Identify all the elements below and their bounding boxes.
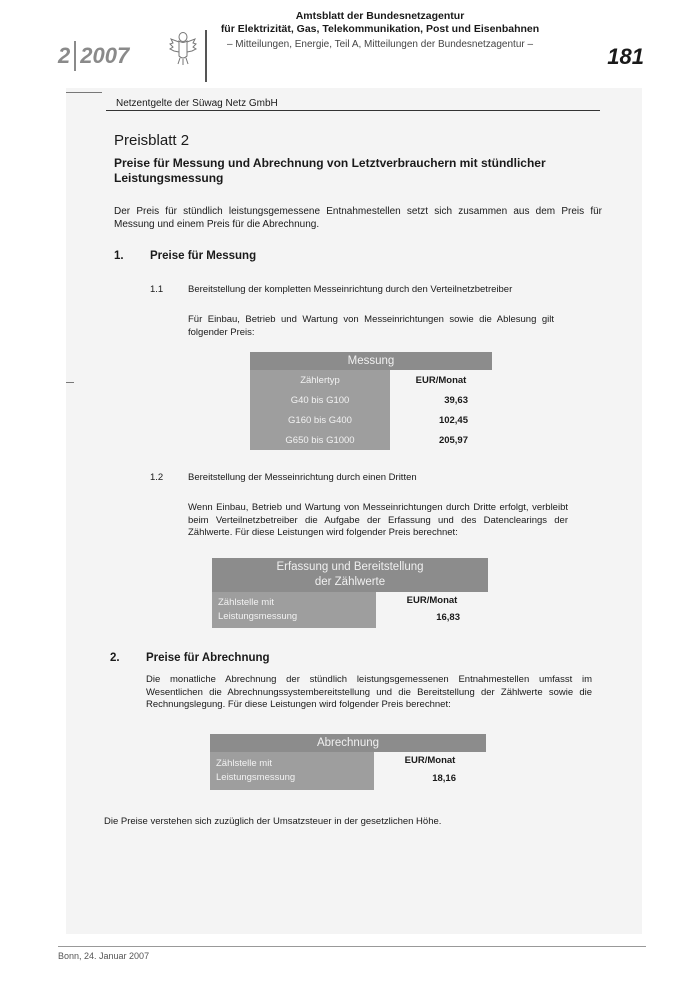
subsection-number: 1.2 bbox=[150, 472, 164, 483]
section-title: Preise für Abrechnung bbox=[146, 652, 270, 664]
table-column-label: Zählertyp bbox=[250, 370, 390, 390]
footer-date: Bonn, 24. Januar 2007 bbox=[58, 951, 150, 961]
table-heading-line1: Erfassung und Bereitstellung bbox=[276, 561, 424, 573]
subheader-rule bbox=[106, 110, 600, 111]
price-table-erfassung bbox=[212, 558, 488, 628]
row-value: 18,16 bbox=[432, 773, 456, 784]
document-heading: Preise für Messung und Abrechnung von Letztverbrauchern mit stündlicher Leistungsmessung bbox=[114, 156, 546, 185]
table-row bbox=[250, 390, 492, 410]
table-column-unit: EUR/Monat bbox=[404, 755, 456, 766]
table-row bbox=[250, 430, 492, 450]
row-value: 205,97 bbox=[390, 430, 492, 450]
document-title: Preisblatt 2 bbox=[114, 132, 190, 149]
table-heading-line2: der Zählwerte bbox=[314, 576, 386, 588]
table-column-unit: EUR/Monat bbox=[406, 595, 458, 606]
subsection-text: Für Einbau, Betrieb und Wartung von Messeinrichtungen sowie die Ablesung gilt folgender Preis: bbox=[188, 314, 554, 338]
scan-edge-mark bbox=[66, 92, 102, 93]
footer-rule bbox=[58, 946, 646, 947]
section-text: Die monatliche Abrechnung der stündlich leistungsgemessenen Entnahmestellen umfasst im Wesentlichen die Abrechnungssystembereitstellung und die Bereitstellung der Zählwerte sowie die Rechnungslegung. Für diese Leistungen wird folgender Preis berechnet: bbox=[146, 674, 592, 710]
gazette-subtitle: – Mitteilungen, Energie, Teil A, Mitteilungen der Bundesnetzagentur – bbox=[226, 39, 534, 50]
subsection-text: Wenn Einbau, Betrieb und Wartung von Messeinrichtungen durch Dritte erfolgt, verbleibt beim Verteilnetzbetreiber die Aufgabe der Erfassung und des Datenclearings der Zählwerte. Für diese Leistungen wird folgender Preis berechnet: bbox=[188, 502, 568, 538]
row-value: 102,45 bbox=[390, 410, 492, 430]
subsection-title: Bereitstellung der kompletten Messeinrichtung durch den Verteilnetzbetreiber bbox=[188, 284, 513, 295]
gazette-title-line1: Amtsblatt der Bundesnetzagentur bbox=[295, 10, 465, 22]
document-subheader: Netzentgelte der Süwag Netz GmbH bbox=[116, 98, 278, 109]
row-label: G40 bis G100 bbox=[250, 390, 390, 410]
section-number: 2. bbox=[110, 652, 120, 664]
row-label: G160 bis G400 bbox=[250, 410, 390, 430]
intro-paragraph: Der Preis für stündlich leistungsgemessene Entnahmestellen setzt sich zusammen aus dem Preis für Messung und einem Preis für die Abrechnung. bbox=[114, 206, 602, 230]
issue-number: 2 bbox=[58, 43, 71, 68]
issue-label bbox=[58, 38, 129, 74]
row-label-line1: Zählstelle mit bbox=[216, 758, 272, 769]
price-table-messung bbox=[250, 352, 492, 450]
table-row bbox=[250, 410, 492, 430]
table-heading: Abrechnung bbox=[210, 734, 486, 752]
table-row bbox=[212, 592, 488, 628]
section-title: Preise für Messung bbox=[150, 250, 257, 262]
scan-margin-mark bbox=[66, 382, 74, 383]
price-table-abrechnung bbox=[210, 734, 486, 790]
issue-divider bbox=[74, 41, 76, 71]
row-label: G650 bis G1000 bbox=[250, 430, 390, 450]
row-value: 16,83 bbox=[436, 612, 460, 623]
subsection-title: Bereitstellung der Messeinrichtung durch einen Dritten bbox=[188, 472, 417, 483]
table-heading: Messung bbox=[250, 352, 492, 370]
row-value: 39,63 bbox=[390, 390, 492, 410]
subsection-number: 1.1 bbox=[150, 284, 164, 295]
row-label-line2: Leistungsmessung bbox=[218, 611, 298, 622]
gazette-title bbox=[200, 10, 560, 52]
federal-eagle-icon bbox=[168, 30, 198, 66]
section-number: 1. bbox=[114, 250, 124, 262]
row-label-line1: Zählstelle mit bbox=[218, 597, 274, 608]
issue-year: 2007 bbox=[80, 43, 130, 68]
gazette-title-line2: für Elektrizität, Gas, Telekommunikation, Post und Eisenbahnen bbox=[220, 23, 540, 35]
row-label-line2: Leistungsmessung bbox=[216, 772, 296, 783]
closing-note: Die Preise verstehen sich zuzüglich der Umsatzsteuer in der gesetzlichen Höhe. bbox=[104, 816, 442, 827]
table-row bbox=[210, 752, 486, 790]
page-number: 181 bbox=[607, 44, 644, 69]
table-column-unit: EUR/Monat bbox=[390, 370, 492, 390]
